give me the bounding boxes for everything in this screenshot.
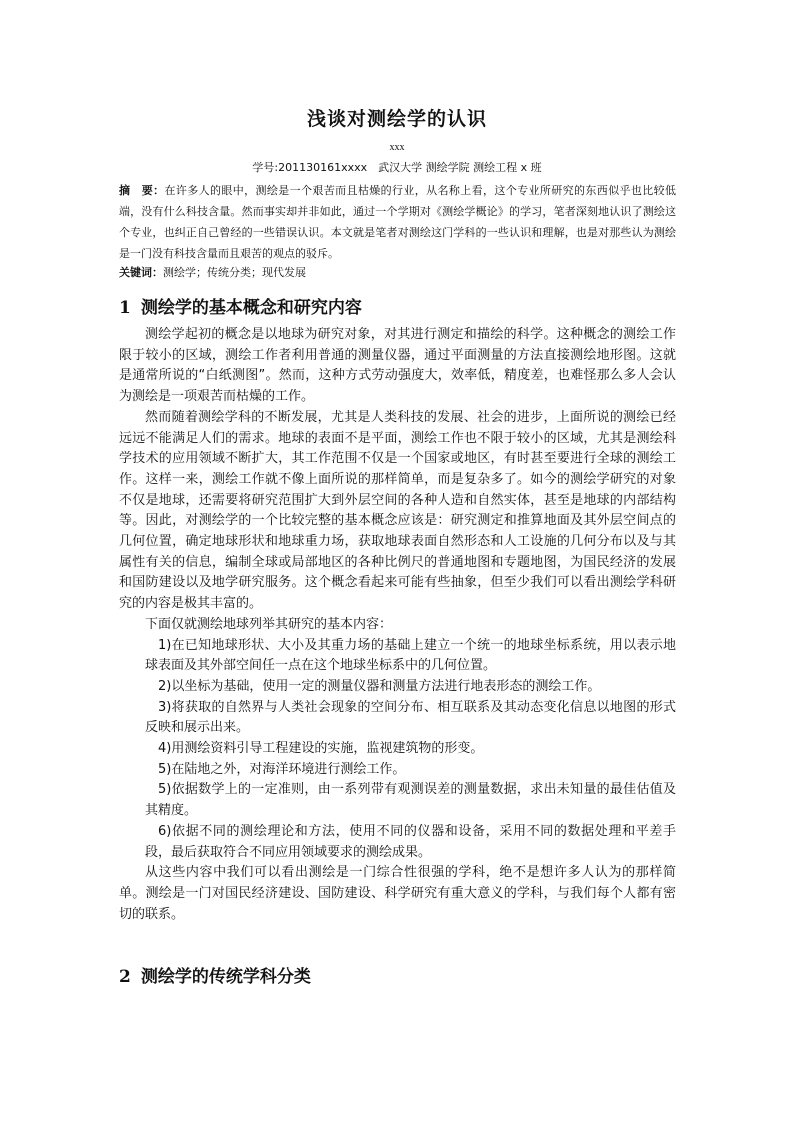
document-title: 浅谈对测绘学的认识 [306,108,487,130]
list-item: 5)依据数学上的一定准则，由一系列带有观测误差的测量数据，求出未知量的最佳估值及其精度。 [145,782,676,819]
list-item: 6)依据不同的测绘理论和方法，使用不同的仪器和设备，采用不同的数据处理和平差手段，最后获取符合不同应用领域要求的测绘成果。 [145,823,676,860]
abstract-text: 在许多人的眼中，测绘是一个艰苦而且枯燥的行业，从名称上看，这个专业所研究的东西似乎也比较低端，没有什么科技含量。然而事实却并非如此，通过一个学期对《测绘学概论》的学习，笔者深刻地认识了测绘这个专业，也纠正自己曾经的一些错误认识。本文就是笔者对测绘这门学科的一些认识和理解，也是对那些认为测绘是一门没有科技含量而且艰苦的观点的驳斥。 [119,184,676,260]
section-1-title: 测绘学的基本概念和研究内容 [140,298,362,318]
list-item: 4)用测绘资料引导工程建设的实施，监视建筑物的形变。 [158,741,484,757]
section-1-heading [119,293,676,318]
paragraph: 下面仅就测绘地球列举其研究的基本内容： [145,616,393,632]
list-item: 3)将获取的自然界与人类社会现象的空间分布、相互联系及其动态变化信息以地图的形式反映和展示出来。 [145,699,676,736]
paragraph: 然而随着测绘学科的不断发展，尤其是人类科技的发展、社会的进步，上面所说的测绘已经远远不能满足人们的需求。地球的表面不是平面，测绘工作也不限于较小的区域，尤其是测绘科学技术的应用领域不断扩大，其工作范围不仅是一个国家或地区，有时甚至要进行全球的测绘工作。这样一来，测绘工作就不像上面所说的那样简单，而是复杂多了。如今的测绘学研究的对象不仅是地球，还需要将研究范围扩大到外层空间的各种人造和自然实体，甚至是地球的内部结构等。因此，对测绘学的一个比较完整的基本概念应该是：研究测定和推算地面及其外层空间点的几何位置，确定地球形状和地球重力场，获取地球表面自然形态和人工设施的几何分布以及与其属性有关的信息，编制全球或局部地区的各种比例尺的普通地图和专题地图，为国民经济的发展和国防建设以及地学研究服务。这个概念看起来可能有些抽象，但至少我们可以看出测绘学科研究的内容是极其丰富的。 [119,409,676,612]
abstract [119,180,676,264]
paragraph: 从这些内容中我们可以看出测绘是一门综合性很强的学科，绝不是想许多人认为的那样简单。测绘是一门对国民经济建设、国防建设、科学研究有重大意义的学科，与我们每个人都有密切的联系。 [119,865,676,922]
section-2-title: 测绘学的传统学科分类 [140,967,311,987]
abstract-label: 摘 要： [119,184,165,197]
keywords [119,264,676,282]
section-2-number: 2 [119,967,131,987]
list-item: 5)在陆地之外，对海洋环境进行测绘工作。 [158,761,406,777]
section-1-body [119,325,676,925]
keywords-label: 关键词： [119,266,163,279]
list-item: 1)在已知地球形状、大小及其重力场的基础上建立一个统一的地球坐标系统，用以表示地球表面及其外部空间任一点在这个地球坐标系中的几何位置。 [145,637,676,674]
author-affiliation: 学号:201130161xxxx 武汉大学 测绘学院 测绘工程 x 班 [252,161,542,174]
section-2-heading [119,962,676,987]
section-1-number: 1 [119,298,131,318]
paragraph: 测绘学起初的概念是以地球为研究对象，对其进行测定和描绘的科学。这种概念的测绘工作限于较小的区域，测绘工作者利用普通的测量仪器，通过平面测量的方法直接测绘地形图。这就是通常所说的“白纸测图”。然而，这种方式劳动强度大，效率低，精度差，也难怪那么多人会认为测绘是一项艰苦而枯燥的工作。 [119,327,676,405]
keywords-text: 测绘学；传统分类；现代发展 [163,266,306,279]
list-item: 2)以坐标为基础，使用一定的测量仪器和测量方法进行地表形态的测绘工作。 [158,678,601,694]
author-name: xxx [389,142,405,153]
